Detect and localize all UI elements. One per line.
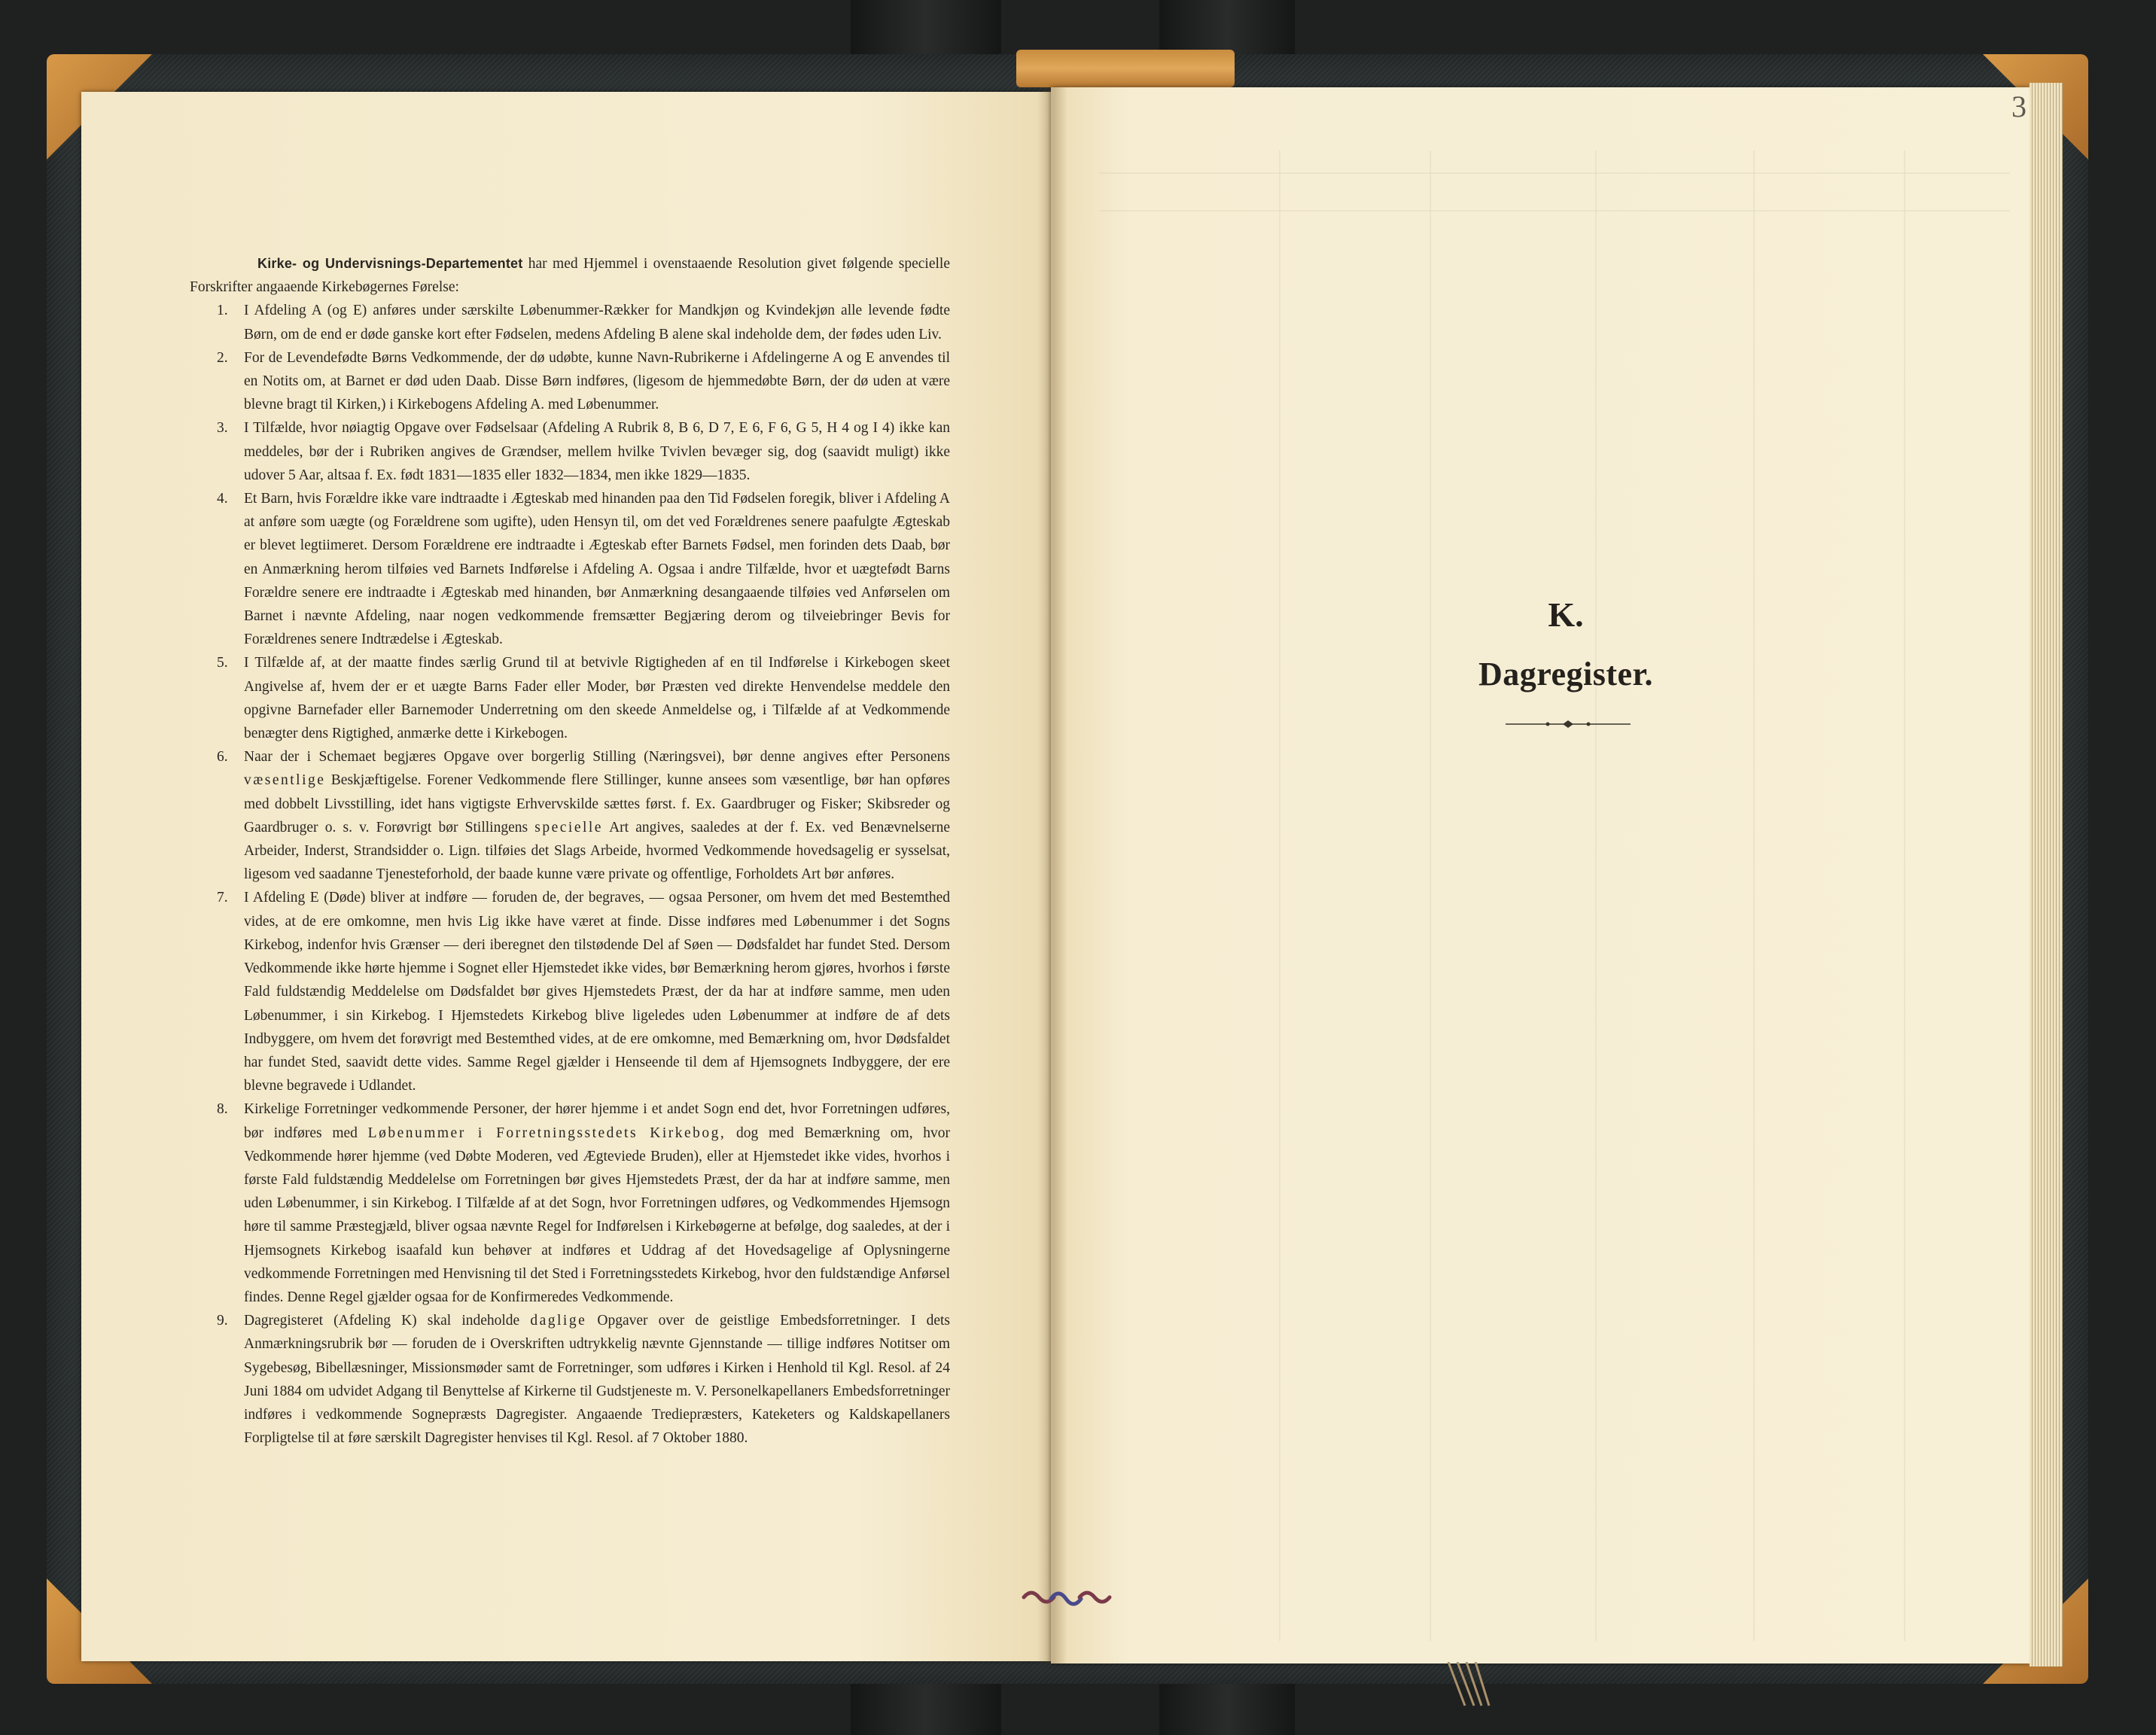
- rule-item: [190, 651, 950, 745]
- spine-tape: [1016, 50, 1235, 87]
- intro-paragraph: [190, 252, 950, 299]
- rule-text: I Afdeling A (og E) anføres under særskilte Løbenummer-Rækker for Mandkjøn og Kvindekjøn alle levende fødte Børn, om de end er døde ganske kort efter Fødselen, medens Afdeling B alene skal indeholde dem, der fødes uden Liv.: [244, 303, 950, 342]
- right-page: [1051, 87, 2030, 1663]
- ribbon-bookmark: [1442, 1662, 1500, 1707]
- rule-number: 6.: [217, 749, 228, 766]
- rule-item: [190, 299, 950, 345]
- rule-text: Opgaver over de geistlige Embedsforretninger. I dets Anmærkningsrubrik bør — foruden de i Overskriften udtrykkelig nævnte Gjennstande — tillige indføres Notitser om Sygebesøg, Bibellæsninger, Missionsmøder samt de Forretninger, som udføres i Kirken i Henhold til Kgl. Resol. af 24 Juni 1884 om udvidet Adgang til Benyttelse af Kirkerne til Gudstjeneste m. V. Personelkapellaners Embedsforretninger indføres i vedkommende Sognepræsts Dagregister. Angaaende Trediepræsters, Kateketers og Kaldskapellaners Forpligtelse til at føre særskilt Dagregister henvises til Kgl. Resol. af 7 Oktober 1880.: [244, 1313, 951, 1447]
- spaced-emphasis: daglige: [530, 1313, 587, 1329]
- page-edges: [2030, 83, 2063, 1667]
- spaced-emphasis: specielle: [534, 819, 603, 836]
- instructions-text: [190, 252, 950, 1450]
- spaced-emphasis: Løbenummer i Forretningsstedets Kirkebog,: [367, 1125, 726, 1141]
- page-number: 3: [2011, 90, 2027, 123]
- section-title: Dagregister.: [1478, 656, 1654, 692]
- rule-item: [190, 416, 950, 487]
- rule-text: For de Levendefødte Børns Vedkommende, der dø udøbte, kunne Navn-Rubrikerne i Afdelingerne A og E anvendes til en Notits om, at Barnet er død uden Daab. Disse Børn indføres, (ligesom de hjemmedøbte Børn, der dø uden at være blevne bragt til Kirken,) i Kirkebogens Afdeling A. med Løbenummer.: [244, 349, 950, 413]
- rule-text: I Afdeling E (Døde) bliver at indføre — foruden de, der begraves, — ogsaa Personer, om hvem det med Bestemthed vides, at de ere omkomne, men hvis Lig ikke have været at finde. Disse indføres med Løbenummer i det Sogns Kirkebog, indenfor hvis Grænser — deri iberegnet den tilstødende Del af Søen — Dødsfaldet har fundet Sted. Dersom Vedkommende ikke hørte hjemme i Sognet eller Hjemstedet ikke vides, bør Bemærkning herom gjøres, hvorhos i første Fald fuldstændig Meddelelse om Dødsfaldet bør gives Hjemstedets Præst, der da har at indføre samme, men uden Løbenummer, i sin Kirkebog. I Hjemstedets Kirkebog blive ligeledes uden Løbenummer at indføre de af dets Indbyggere, om hvem det forøvrigt med Bestemthed vides, at de ere omkomne, med Bemærkning om, hvor Dødsfaldet har fundet Sted, saavidt dette vides. Samme Regel gjælder i Henseende til dem af Hjemsognets Indbyggere, der ere blevne begravede i Udlandet.: [244, 890, 950, 1094]
- rule-number: 7.: [217, 890, 228, 906]
- rule-text: Et Barn, hvis Forældre ikke vare indtraadte i Ægteskab med hinanden paa den Tid Fødselen foregik, bliver i Afdeling A at anføre som uægte (og Forældrene som ugifte), uden Hensyn til, om det ved Forældrenes senere paafulgte Ægteskab er blevet legtiimeret. Dersom Forældrene ere indtraadte i Ægteskab efter Barnets Fødsel, men forinden dets Daab, bør en Anmærkning herom tilføies ved Barnets Indførelse i Afdeling A. Ogsaa i andre Tilfælde, hvor et uægtefødt Barns Forældre senere ere indtraadte i Ægteskab med hinanden, bør Anmærkning desangaaende tilføies ved Anførselen om Barnet i nævnte Afdeling, naar nogen vedkommende fremsætter Begjæring derom og tilveiebringer Bevis for Forældrenes senere Indtrædelse i Ægteskab.: [244, 491, 950, 648]
- rule-text: dog med Bemærkning om, hvor Vedkommende hører hjemme (ved Døbte Moderen, ved Ægteviede Bruden), eller at Hjemstedet ikke vides, hvorhos i første Fald fuldstændig Meddelelse om Forretningen bør gives Hjemstedets Præst, der da har at indføre samme, men uden Løbenummer, i sin Kirkebog. I Tilfælde af at det Sogn, hvor Forretningen udføres, og Vedkommendes Hjemsogn høre til samme Præstegjæld, bliver ogsaa nævnte Regel for Indførelsen i Kirkebøgerne at befølge, dog saaledes, at der i Hjemsognets Kirkebog isaafald kun behøver at indføres et Uddrag af det Hovedsagelige af Oplysningerne vedkommende Forretningen med Henvisning til det Sted i Forretningsstedets Kirkebog, hvor den fuldstændige Anførsel findes. Denne Regel gjælder ogsaa for de Konfirmeredes Vedkommende.: [244, 1125, 951, 1305]
- section-letter: K.: [1548, 595, 1584, 634]
- rule-number: 2.: [217, 349, 228, 366]
- rule-text: Naar der i Schemaet begjæres Opgave over borgerlig Stilling (Næringsvei), bør denne angives efter Personens: [244, 749, 950, 766]
- book-gutter: [1037, 87, 1067, 1663]
- rule-number: 3.: [217, 420, 228, 437]
- rule-item: [190, 745, 950, 886]
- ink-stamp: [1018, 1582, 1116, 1609]
- rule-text: Beskjæftigelse. Forener Vedkommende flere Stillinger, kunne ansees som væsentlige, bør han opføres med dobbelt Livsstilling, idet hans vigtigste Erhvervskilde sættes først. f. Ex. Gaardbruger og Fisker; Skibsreder og Gaardbruger o. s. v. Forøvrigt bør Stillingens: [244, 772, 950, 836]
- ornament-divider: [1506, 718, 1631, 730]
- rule-number: 1.: [217, 303, 228, 319]
- rule-number: 9.: [217, 1313, 228, 1329]
- rule-item: [190, 487, 950, 651]
- rule-text: I Tilfælde, hvor nøiagtig Opgave over Fødselsaar (Afdeling A Rubrik 8, B 6, D 7, E 6, F 6, G 5, H 4 og I 4) ikke kan meddeles, bør der i Rubriken angives de Grændser, mellem hvilke Tvivlen bevæger sig, dog (saavidt muligt) ikke udover 5 Aar, altsaa f. Ex. født 1831—1835 eller 1832—1834, men ikke 1829—1835.: [244, 420, 950, 483]
- department-name: Kirke- og Undervisnings-Departementet: [257, 256, 523, 271]
- rule-number: 5.: [217, 655, 228, 671]
- rule-text: Kirkelige Forretninger vedkommende Personer, der hører hjemme i et andet Sogn end det, hvor Forretningen udføres, bør indføres med: [244, 1101, 950, 1141]
- intro-text: har med Hjemmel i ovenstaaende Resolution givet følgende specielle Forskrifter angaaende Kirkebøgernes Førelse:: [190, 256, 950, 296]
- spaced-emphasis: væsentlige: [244, 772, 326, 789]
- rule-item: [190, 1097, 950, 1309]
- rule-item: [190, 886, 950, 1097]
- rule-text: Art angives, saaledes at der f. Ex. ved Benævnelserne Arbeider, Inderst, Strandsidder o. Lign. tilføies det Slags Arbeide, hvormed Vedkommende hovedsagelig er sysselsat, ligesom ved saadanne Tjenesteforhold, der baade kunne være private og offentlige, Forholdets Art bør anføres.: [244, 819, 950, 883]
- rule-text: I Tilfælde af, at der maatte findes særlig Grund til at betvivle Rigtigheden af en til Indførelse i Kirkebogen skeet Angivelse af, hvem der er et uægte Barns Fader eller Moder, bør Præsten ved direkte Henvendelse meddele den opgivne Barnefader eller Barnemoder Underretning om den skeede Anmeldelse og, i Tilfælde af at Vedkommende benægter dens Rigtighed, anmærke dette i Kirkebogen.: [244, 655, 950, 742]
- rule-number: 8.: [217, 1101, 228, 1118]
- rule-number: 4.: [217, 491, 228, 507]
- rule-item: [190, 1309, 950, 1450]
- rule-item: [190, 346, 950, 417]
- rule-text: Dagregisteret (Afdeling K) skal indeholde: [244, 1313, 520, 1329]
